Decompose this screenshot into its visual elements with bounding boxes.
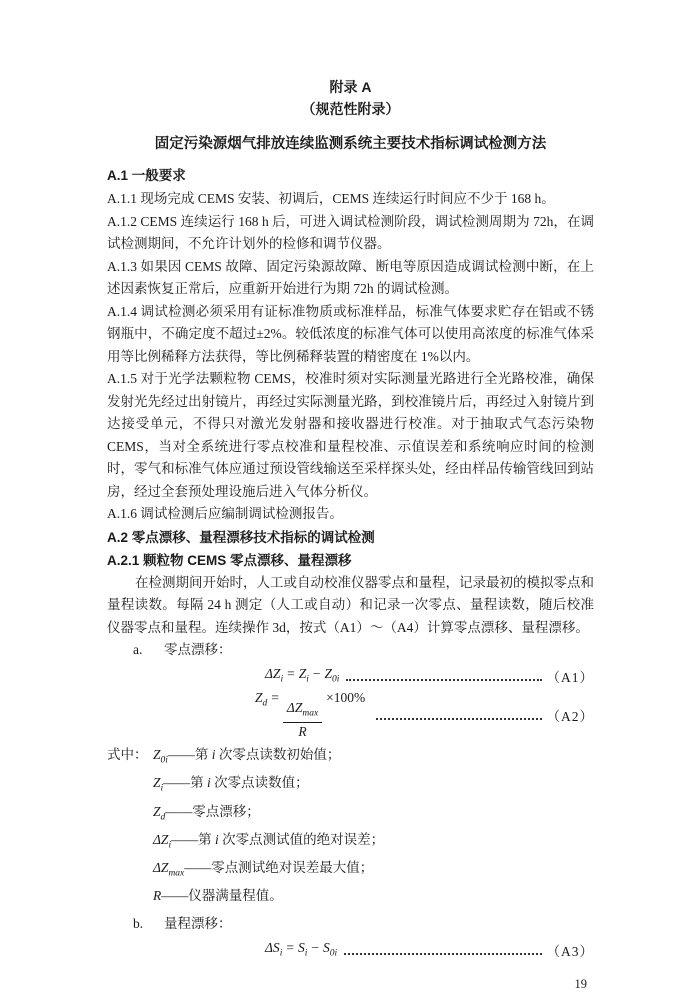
list-item-b-text: 量程漂移： <box>164 916 232 932</box>
def-3-base: ΔZ <box>153 831 169 847</box>
definition-description <box>168 744 341 772</box>
equation-a3-expression <box>265 940 337 959</box>
def-0-base: Z <box>153 747 161 763</box>
eq-a2-equals: = <box>271 689 279 705</box>
eq-a3-term1: S <box>297 940 305 956</box>
definition-description <box>165 801 260 829</box>
paragraph-a1-3: A.1.3 如果因 CEMS 故障、固定污染源故障、断电等原因造成调试检测中断，在上述因素恢复正常后，应重新开始进行为期 72h 的调试检测。 <box>107 258 594 296</box>
eq-a2-num-sub: max <box>302 708 319 719</box>
section-a1-heading: A.1 一般要求 <box>107 168 186 183</box>
paragraph-a1-6: A.1.6 调试检测后应编制调试检测报告。 <box>107 506 343 521</box>
eq-a3-lhs: ΔS <box>265 940 280 956</box>
eq-a3-equals: = <box>286 940 294 956</box>
appendix-label: 附录 A <box>329 79 372 95</box>
document-title: 固定污染源烟气排放连续监测系统主要技术指标调试检测方法 <box>154 136 547 152</box>
definition-term <box>153 857 184 885</box>
def-3-var: i <box>214 831 219 847</box>
def-5-pre: ——仪器满量程值。 <box>161 888 283 904</box>
definition-description <box>184 857 373 885</box>
equation-a1-expression <box>265 666 339 685</box>
definition-term <box>153 885 161 913</box>
equation-a1-label: （A1） <box>546 669 594 685</box>
def-4-sub: max <box>168 868 185 879</box>
definition-description <box>161 885 283 913</box>
list-item-b-label: b. <box>133 916 144 932</box>
list-item-a-text: 零点漂移： <box>164 642 232 657</box>
eq-a3-term2-sub: 0i <box>329 949 338 960</box>
eq-a3-minus: − <box>311 940 319 956</box>
definition-gutter <box>107 829 153 857</box>
def-4-pre: ——零点测试绝对误差最大值； <box>184 859 374 875</box>
def-1-base: Z <box>153 775 161 791</box>
equation-a2 <box>107 690 594 741</box>
list-item-b <box>107 913 594 936</box>
eq-a2-denominator <box>283 723 322 740</box>
paragraph-a2-1-intro: 在检测期间开始时，人工或自动校准仪器零点和量程，记录最初的模拟零点和量程读数。每隔 24 h 测定（人工或自动）和记录一次零点、量程读数，随后校准仪器零点和量程。连续操作 3d，按式（A1）～（A4）计算零点漂移、量程漂移。 <box>107 574 594 635</box>
eq-a2-numerator <box>283 699 322 724</box>
def-1-pre: ——第 <box>163 775 208 791</box>
equation-a1 <box>107 666 594 686</box>
eq-a1-lhs: ΔZ <box>265 666 281 682</box>
definition-row <box>107 801 594 829</box>
eq-a1-term2: Z <box>324 666 332 682</box>
eq-a2-fraction <box>283 699 322 741</box>
definition-gutter <box>107 857 153 885</box>
definition-gutter <box>107 801 153 829</box>
definition-term <box>153 744 168 772</box>
eq-a3-term1-sub: i <box>304 949 308 960</box>
paragraph-a1-5: A.1.5 对于光学法颗粒物 CEMS，校准时须对实际测量光路进行全光路校准，确保发射光先经过出射镜片，再经过实际测量光路，到校准镜片后，再经过入射镜片到达接受单元，不得只对激光发射器和接收器进行校准。对于抽取式气态污染物 CEMS，当对全系统进行零点校准和量程校准、示值误差和系统响应时间的检测时，零气和标准气体应通过预设管线输送至采样探头处，经由样品传输管线回到站房，经过全套预处理设施后进入气体分析仪。 <box>107 371 594 499</box>
eq-a1-lhs-sub: i <box>280 674 284 685</box>
def-0-pre: ——第 <box>167 747 212 763</box>
definition-description <box>160 772 309 800</box>
def-2-sub: d <box>160 812 166 823</box>
section-a2-1-heading: A.2.1 颗粒物 CEMS 零点漂移、量程漂移 <box>107 552 352 568</box>
def-1-sub: i <box>160 784 164 795</box>
eq-a1-term1-sub: i <box>306 674 309 685</box>
equation-a2-expression <box>255 690 369 741</box>
definition-row <box>107 772 594 800</box>
list-item-a <box>107 639 594 662</box>
page-number: 19 <box>574 976 587 991</box>
paragraph-a1-2: A.1.2 CEMS 连续运行 168 h 后，可进入调试检测阶段，调试检测周期为 72h，在调试检测期间，不允许计划外的检修和调节仪器。 <box>107 213 594 251</box>
definition-term <box>153 772 163 800</box>
def-1-var: i <box>207 775 211 791</box>
eq-a3-term2: S <box>322 940 330 956</box>
eq-a3-lhs-sub: i <box>279 949 283 960</box>
definitions-intro-label: 式中： <box>107 747 148 763</box>
eq-a2-num-base: ΔZ <box>286 699 303 715</box>
dot-leader <box>346 670 541 681</box>
eq-a2-lhs-sub: d <box>262 698 268 709</box>
def-0-post: 次零点读数初始值； <box>215 747 341 763</box>
definitions-block <box>107 744 594 913</box>
dot-leader <box>344 944 541 955</box>
def-2-base: Z <box>153 803 161 819</box>
definition-gutter <box>107 885 153 913</box>
equation-a3 <box>107 940 594 960</box>
dot-leader <box>376 709 541 720</box>
eq-a2-multiplier: ×100% <box>326 689 366 705</box>
definition-row <box>107 744 594 772</box>
def-0-var: i <box>211 747 216 763</box>
def-5-base: R <box>153 888 162 904</box>
paragraph-a1-4: A.1.4 调试检测必须采用有证标准物质或标准样品，标准气体要求贮存在铝或不锈钢瓶中，不确定度不超过±2%。较低浓度的标准气体可以使用高浓度的标准气体采用等比例稀释方法获得，等比例稀释装置的精密度在 1%以内。 <box>107 303 594 364</box>
eq-a2-lhs: Z <box>255 689 263 705</box>
eq-a2-den-var: R <box>298 724 307 740</box>
def-2-pre: ——零点漂移； <box>165 803 260 819</box>
def-1-post: 次零点读数值； <box>210 775 309 791</box>
definition-row <box>107 829 594 857</box>
def-4-base: ΔZ <box>153 859 169 875</box>
definition-term <box>153 829 171 857</box>
def-3-pre: ——第 <box>171 831 215 847</box>
definition-gutter <box>107 772 153 800</box>
eq-a1-term2-sub: 0i <box>332 674 340 685</box>
list-item-a-label: a. <box>133 642 143 657</box>
section-a2-heading: A.2 零点漂移、量程漂移技术指标的调试检测 <box>107 529 375 545</box>
equation-a3-label: （A3） <box>546 943 594 959</box>
definition-row <box>107 885 594 913</box>
appendix-type: （规范性附录） <box>301 101 400 117</box>
definition-description <box>171 829 384 857</box>
definition-row <box>107 857 594 885</box>
def-3-post: 次零点测试值的绝对误差； <box>218 831 385 847</box>
def-0-sub: 0i <box>160 755 168 766</box>
def-3-sub: i <box>168 840 172 851</box>
eq-a1-term1: Z <box>298 666 307 682</box>
definition-term <box>153 801 165 829</box>
paragraph-a1-1: A.1.1 现场完成 CEMS 安装、初调后，CEMS 连续运行时间应不少于 168 h。 <box>107 191 555 206</box>
equation-a2-label: （A2） <box>546 708 594 724</box>
eq-a1-minus: − <box>312 666 321 682</box>
eq-a1-equals: = <box>287 666 295 682</box>
